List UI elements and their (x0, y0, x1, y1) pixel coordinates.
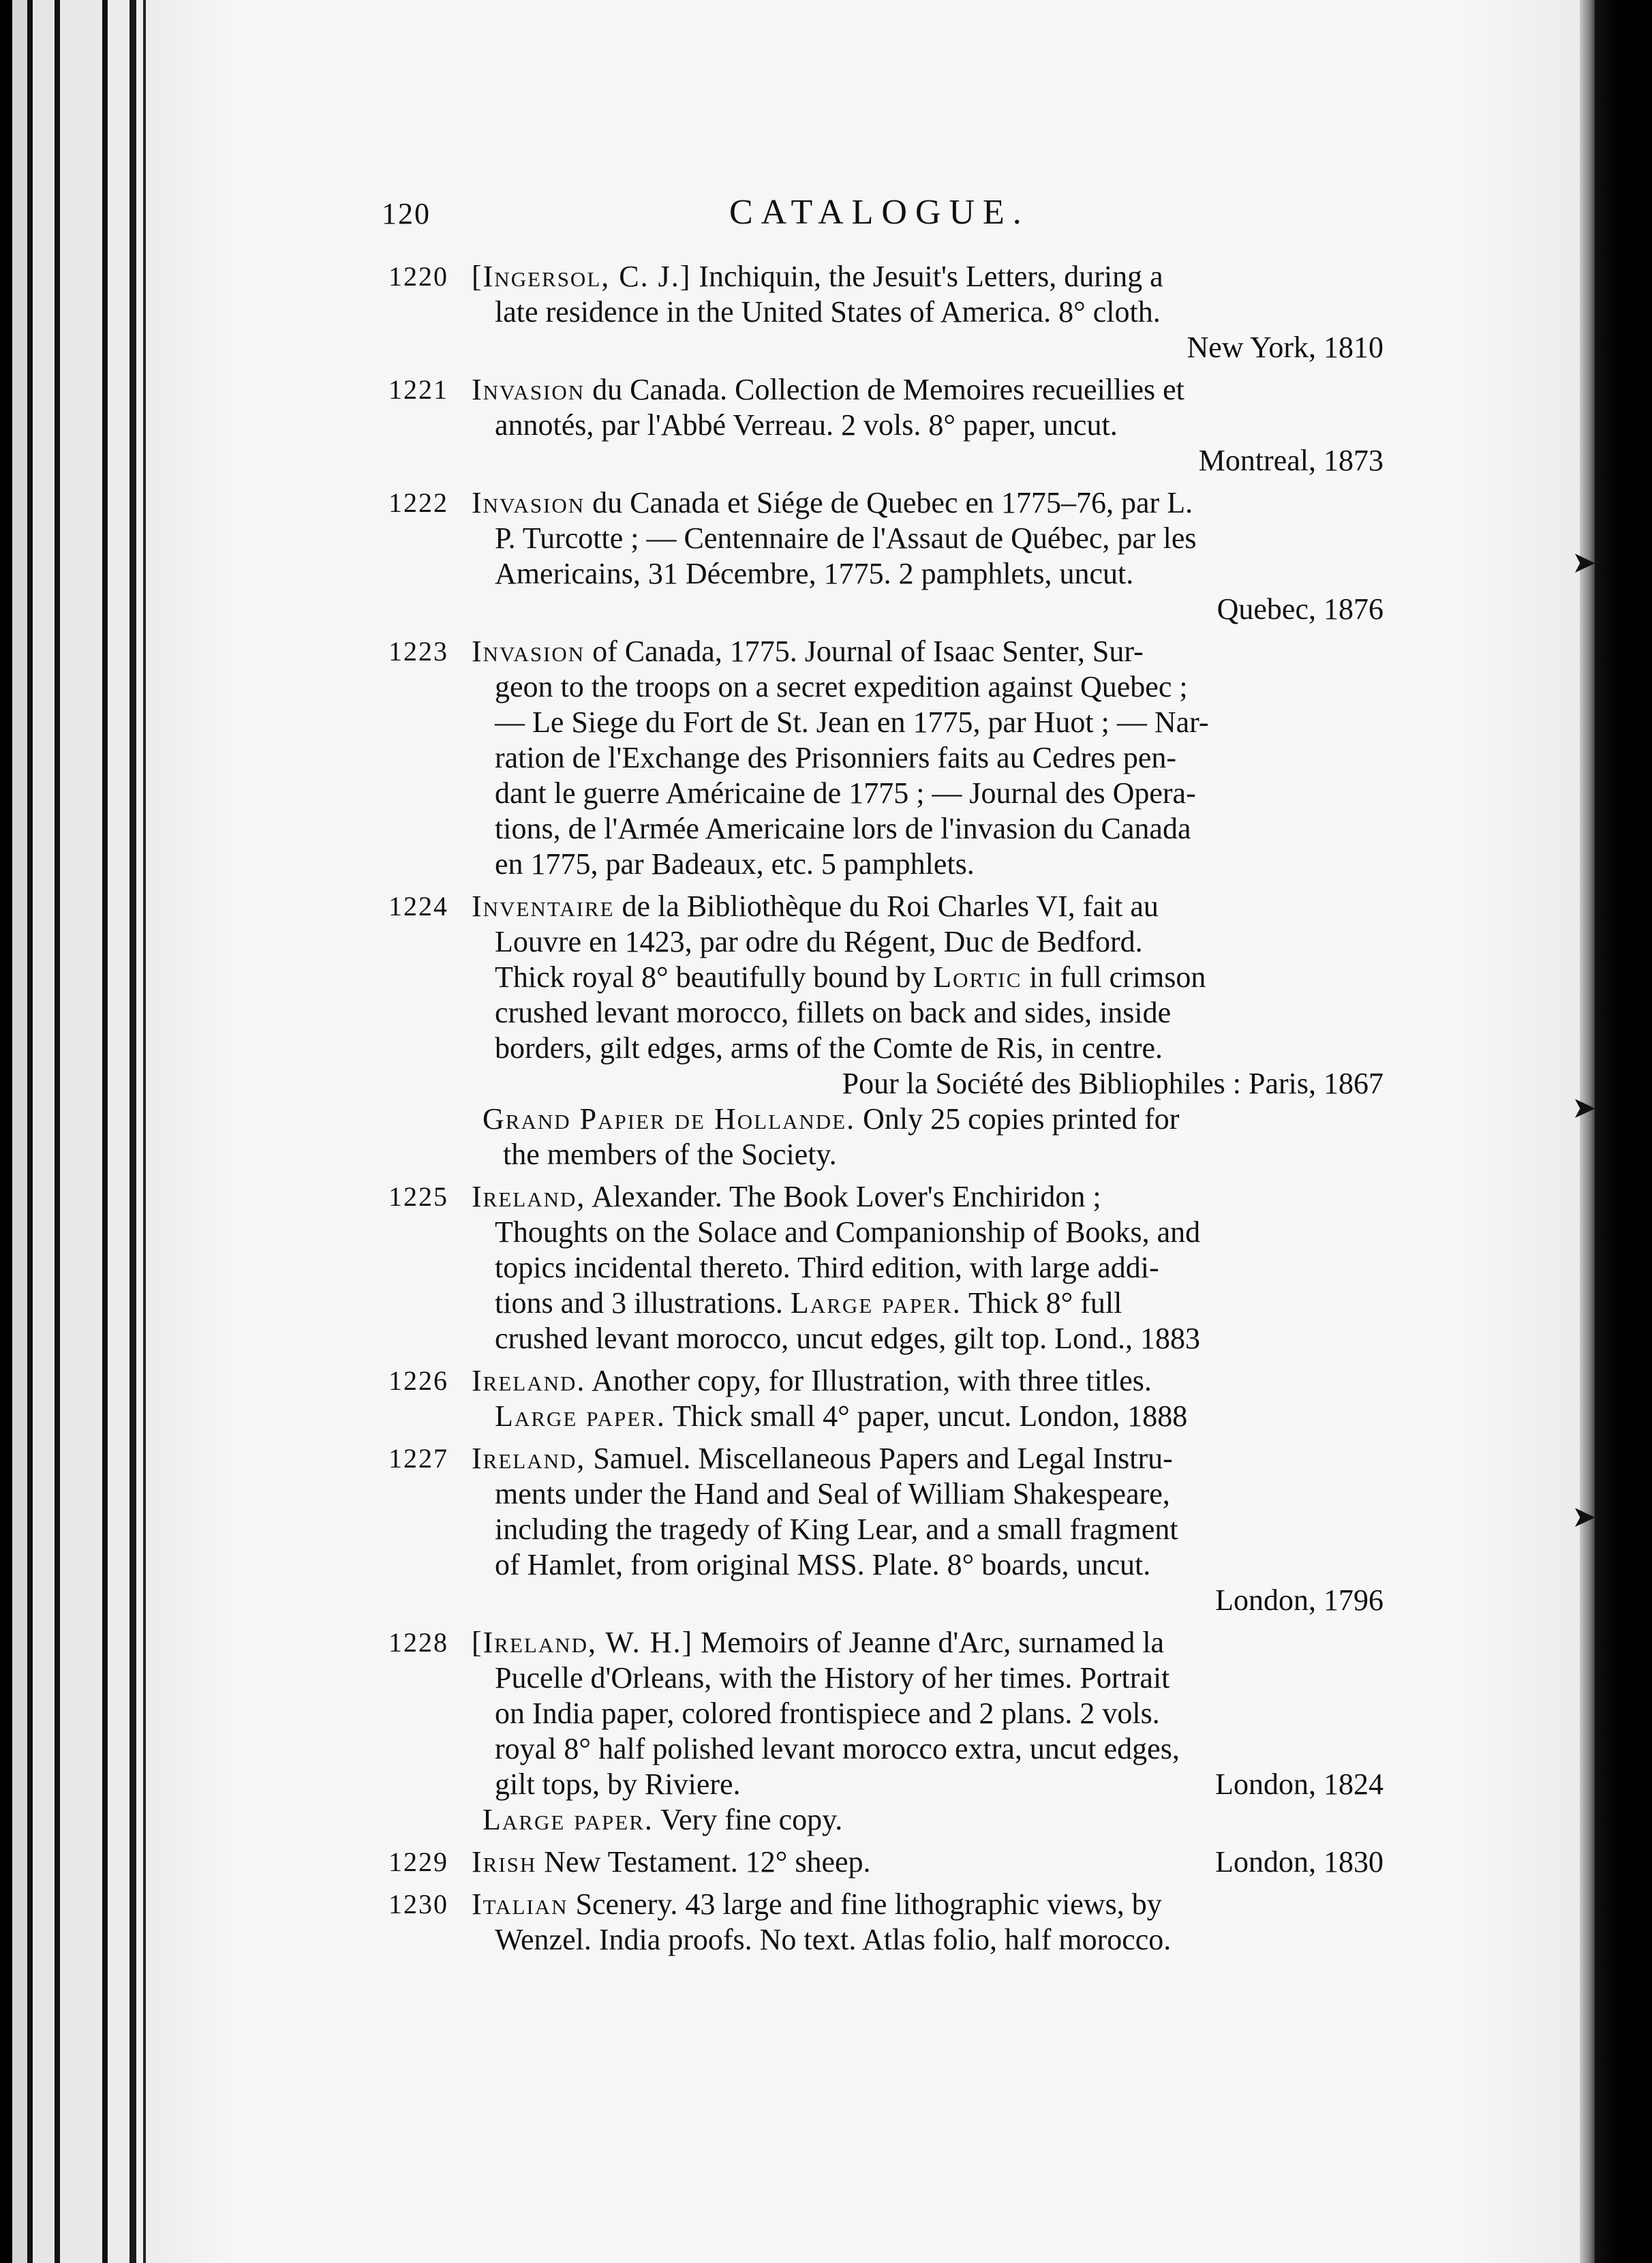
entry-line (388, 485, 1383, 521)
entry-heading: Invasion (472, 635, 585, 668)
entry-line: Pucelle d'Orleans, with the History of her times. Portrait (495, 1661, 1170, 1695)
entry-text: Thick royal 8° beautifully bound by (495, 960, 926, 994)
entry-line (388, 1399, 1383, 1434)
entry-line: borders, gilt edges, arms of the Comte de Ris, in centre. (495, 1031, 1163, 1065)
entry-note-line (388, 1802, 1383, 1838)
entry-line: — Le Siege du Fort de St. Jean en 1775, par Huot ; — Nar- (495, 705, 1209, 739)
binding-thread-mark: ➤ (1572, 1091, 1597, 1125)
entry-number: 1224 (388, 891, 448, 922)
entry-text: in full crimson (1029, 960, 1206, 994)
entry-line (388, 889, 1383, 924)
entry-line: geon to the troops on a secret expedition against Quebec ; (495, 670, 1188, 703)
entry-imprint: New York, 1810 (1187, 331, 1383, 364)
entry-text: New Testament. 12° sheep. (544, 1845, 871, 1879)
entry-line: including the tragedy of King Lear, and a small fragment (495, 1513, 1178, 1546)
entry-heading: Invasion (472, 373, 585, 406)
entry-line: Americains, 31 Décembre, 1775. 2 pamphlets, uncut. (495, 557, 1134, 590)
entry-heading: [Ingersol, C. J.] (472, 260, 692, 293)
entry-number: 1226 (388, 1365, 448, 1396)
paper-note: Large paper. (483, 1803, 654, 1836)
entry-number: 1222 (388, 487, 448, 518)
catalogue-entry-1226 (388, 1363, 1383, 1434)
entry-line (388, 1179, 1383, 1215)
entry-text: Thick 8° full (968, 1286, 1122, 1320)
entry-line: royal 8° half polished levant morocco extra, uncut edges, (495, 1732, 1180, 1765)
entry-note-line (388, 1102, 1383, 1137)
entry-text: de la Bibliothèque du Roi Charles VI, fait au (622, 890, 1159, 923)
entry-heading: Ireland, (472, 1180, 586, 1213)
entry-number: 1220 (388, 261, 448, 292)
entry-line: ments under the Hand and Seal of William Shakespeare, (495, 1477, 1170, 1510)
entry-line: Louvre en 1423, par odre du Régent, Duc de Bedford. (495, 925, 1143, 958)
entry-heading: [Ireland, W. H.] (472, 1626, 694, 1659)
entry-text: of Canada, 1775. Journal of Isaac Senter, Sur- (592, 635, 1144, 668)
entry-text: Thick small 4° paper, uncut. London, 1888 (673, 1399, 1188, 1433)
catalogue-entries (388, 259, 1383, 1964)
binding-thread-mark: ➤ (1572, 546, 1597, 579)
paper-note: Grand Papier de Hollande. (483, 1102, 856, 1136)
catalogue-entry-1227 (388, 1441, 1383, 1618)
entry-line (388, 634, 1383, 669)
scan-margin (1595, 0, 1652, 2263)
catalogue-entry-1222 (388, 485, 1383, 627)
entry-text: du Canada. Collection de Memoires recueillies et (592, 373, 1184, 406)
catalogue-entry-1223 (388, 634, 1383, 882)
binder-name: Lortic (933, 960, 1022, 994)
entry-text: gilt tops, by Riviere. (495, 1767, 741, 1801)
entry-line: crushed levant morocco, fillets on back and sides, inside (495, 996, 1172, 1029)
entry-main (472, 1844, 871, 1880)
entry-text: Memoirs of Jeanne d'Arc, surnamed la (701, 1626, 1165, 1659)
entry-number: 1227 (388, 1443, 448, 1474)
catalogue-entry-1229 (388, 1844, 1383, 1880)
binding-thread-mark: ➤ (1572, 1500, 1597, 1534)
entry-note: Only 25 copies printed for (863, 1102, 1180, 1136)
entry-line: tions, de l'Armée Americaine lors de l'invasion du Canada (495, 812, 1191, 845)
entry-text: Inchiquin, the Jesuit's Letters, during a (699, 260, 1163, 293)
entry-line (388, 1844, 1383, 1880)
entry-line: ration de l'Exchange des Prisonniers faits au Cedres pen- (495, 741, 1177, 774)
entry-line (388, 259, 1383, 294)
entry-text: Samuel. Miscellaneous Papers and Legal Instru- (593, 1442, 1173, 1475)
entry-heading: Italian (472, 1887, 568, 1921)
entry-note: the members of the Society. (503, 1138, 837, 1171)
entry-line (388, 960, 1383, 995)
entry-heading: Irish (472, 1845, 537, 1879)
entry-heading: Ireland. (472, 1364, 586, 1397)
entry-line: topics incidental thereto. Third edition, with large addi- (495, 1251, 1159, 1284)
entry-line: on India paper, colored frontispiece and 2 plans. 2 vols. (495, 1697, 1160, 1730)
catalogue-entry-1221 (388, 372, 1383, 479)
entry-imprint: Quebec, 1876 (1217, 592, 1383, 626)
entry-heading: Ireland, (472, 1442, 586, 1475)
entry-line (388, 1887, 1383, 1922)
entry-number: 1230 (388, 1889, 448, 1919)
entry-line (388, 1363, 1383, 1399)
entry-line: en 1775, par Badeaux, etc. 5 pamphlets. (495, 847, 975, 881)
entry-line: late residence in the United States of America. 8° cloth. (495, 295, 1161, 329)
entry-line: dant le guerre Américaine de 1775 ; — Journal des Opera- (495, 776, 1196, 810)
entry-line: crushed levant morocco, uncut edges, gilt top. Lond., 1883 (495, 1322, 1200, 1355)
entry-text: tions and 3 illustrations. (495, 1286, 783, 1320)
catalogue-entry-1228 (388, 1625, 1383, 1838)
entry-heading: Inventaire (472, 890, 615, 923)
entry-line (388, 1767, 1383, 1802)
page-number: 120 (382, 197, 431, 230)
entry-imprint: Montreal, 1873 (1198, 444, 1383, 477)
entry-text: Scenery. 43 large and fine lithographic views, by (575, 1887, 1162, 1921)
entry-imprint: London, 1796 (1215, 1583, 1383, 1617)
entry-text: du Canada et Siége de Quebec en 1775–76, par L. (592, 486, 1193, 519)
entry-note: Very fine copy. (660, 1803, 843, 1836)
entry-imprint: London, 1824 (1215, 1767, 1383, 1801)
entry-line: annotés, par l'Abbé Verreau. 2 vols. 8° paper, uncut. (495, 408, 1118, 442)
paper-note: Large paper. (790, 1286, 962, 1320)
entry-heading: Invasion (472, 486, 585, 519)
catalogue-entry-1220 (388, 259, 1383, 365)
entry-line: P. Turcotte ; — Centennaire de l'Assaut de Québec, par les (495, 521, 1197, 555)
entry-line: Thoughts on the Solace and Companionship of Books, and (495, 1215, 1201, 1249)
catalogue-entry-1225 (388, 1179, 1383, 1356)
entry-line (388, 1625, 1383, 1660)
entry-number: 1228 (388, 1627, 448, 1658)
running-title: CATALOGUE. (729, 193, 1030, 232)
entry-number: 1221 (388, 374, 448, 405)
entry-number: 1229 (388, 1847, 448, 1877)
entry-line (388, 1286, 1383, 1321)
entry-line: of Hamlet, from original MSS. Plate. 8° boards, uncut. (495, 1548, 1151, 1581)
entry-text: Alexander. The Book Lover's Enchiridon ; (591, 1180, 1101, 1213)
entry-imprint: London, 1830 (1215, 1845, 1383, 1879)
entry-number: 1223 (388, 636, 448, 667)
catalogue-entry-1224 (388, 889, 1383, 1172)
entry-text: Another copy, for Illustration, with three titles. (591, 1364, 1152, 1397)
entry-line (388, 372, 1383, 408)
entry-imprint: Pour la Société des Bibliophiles : Paris, 1867 (842, 1067, 1383, 1100)
catalogue-entry-1230 (388, 1887, 1383, 1958)
entry-number: 1225 (388, 1181, 448, 1212)
entry-line: Wenzel. India proofs. No text. Atlas folio, half morocco. (495, 1923, 1172, 1956)
paper-note: Large paper. (495, 1399, 666, 1433)
entry-line (388, 1441, 1383, 1476)
